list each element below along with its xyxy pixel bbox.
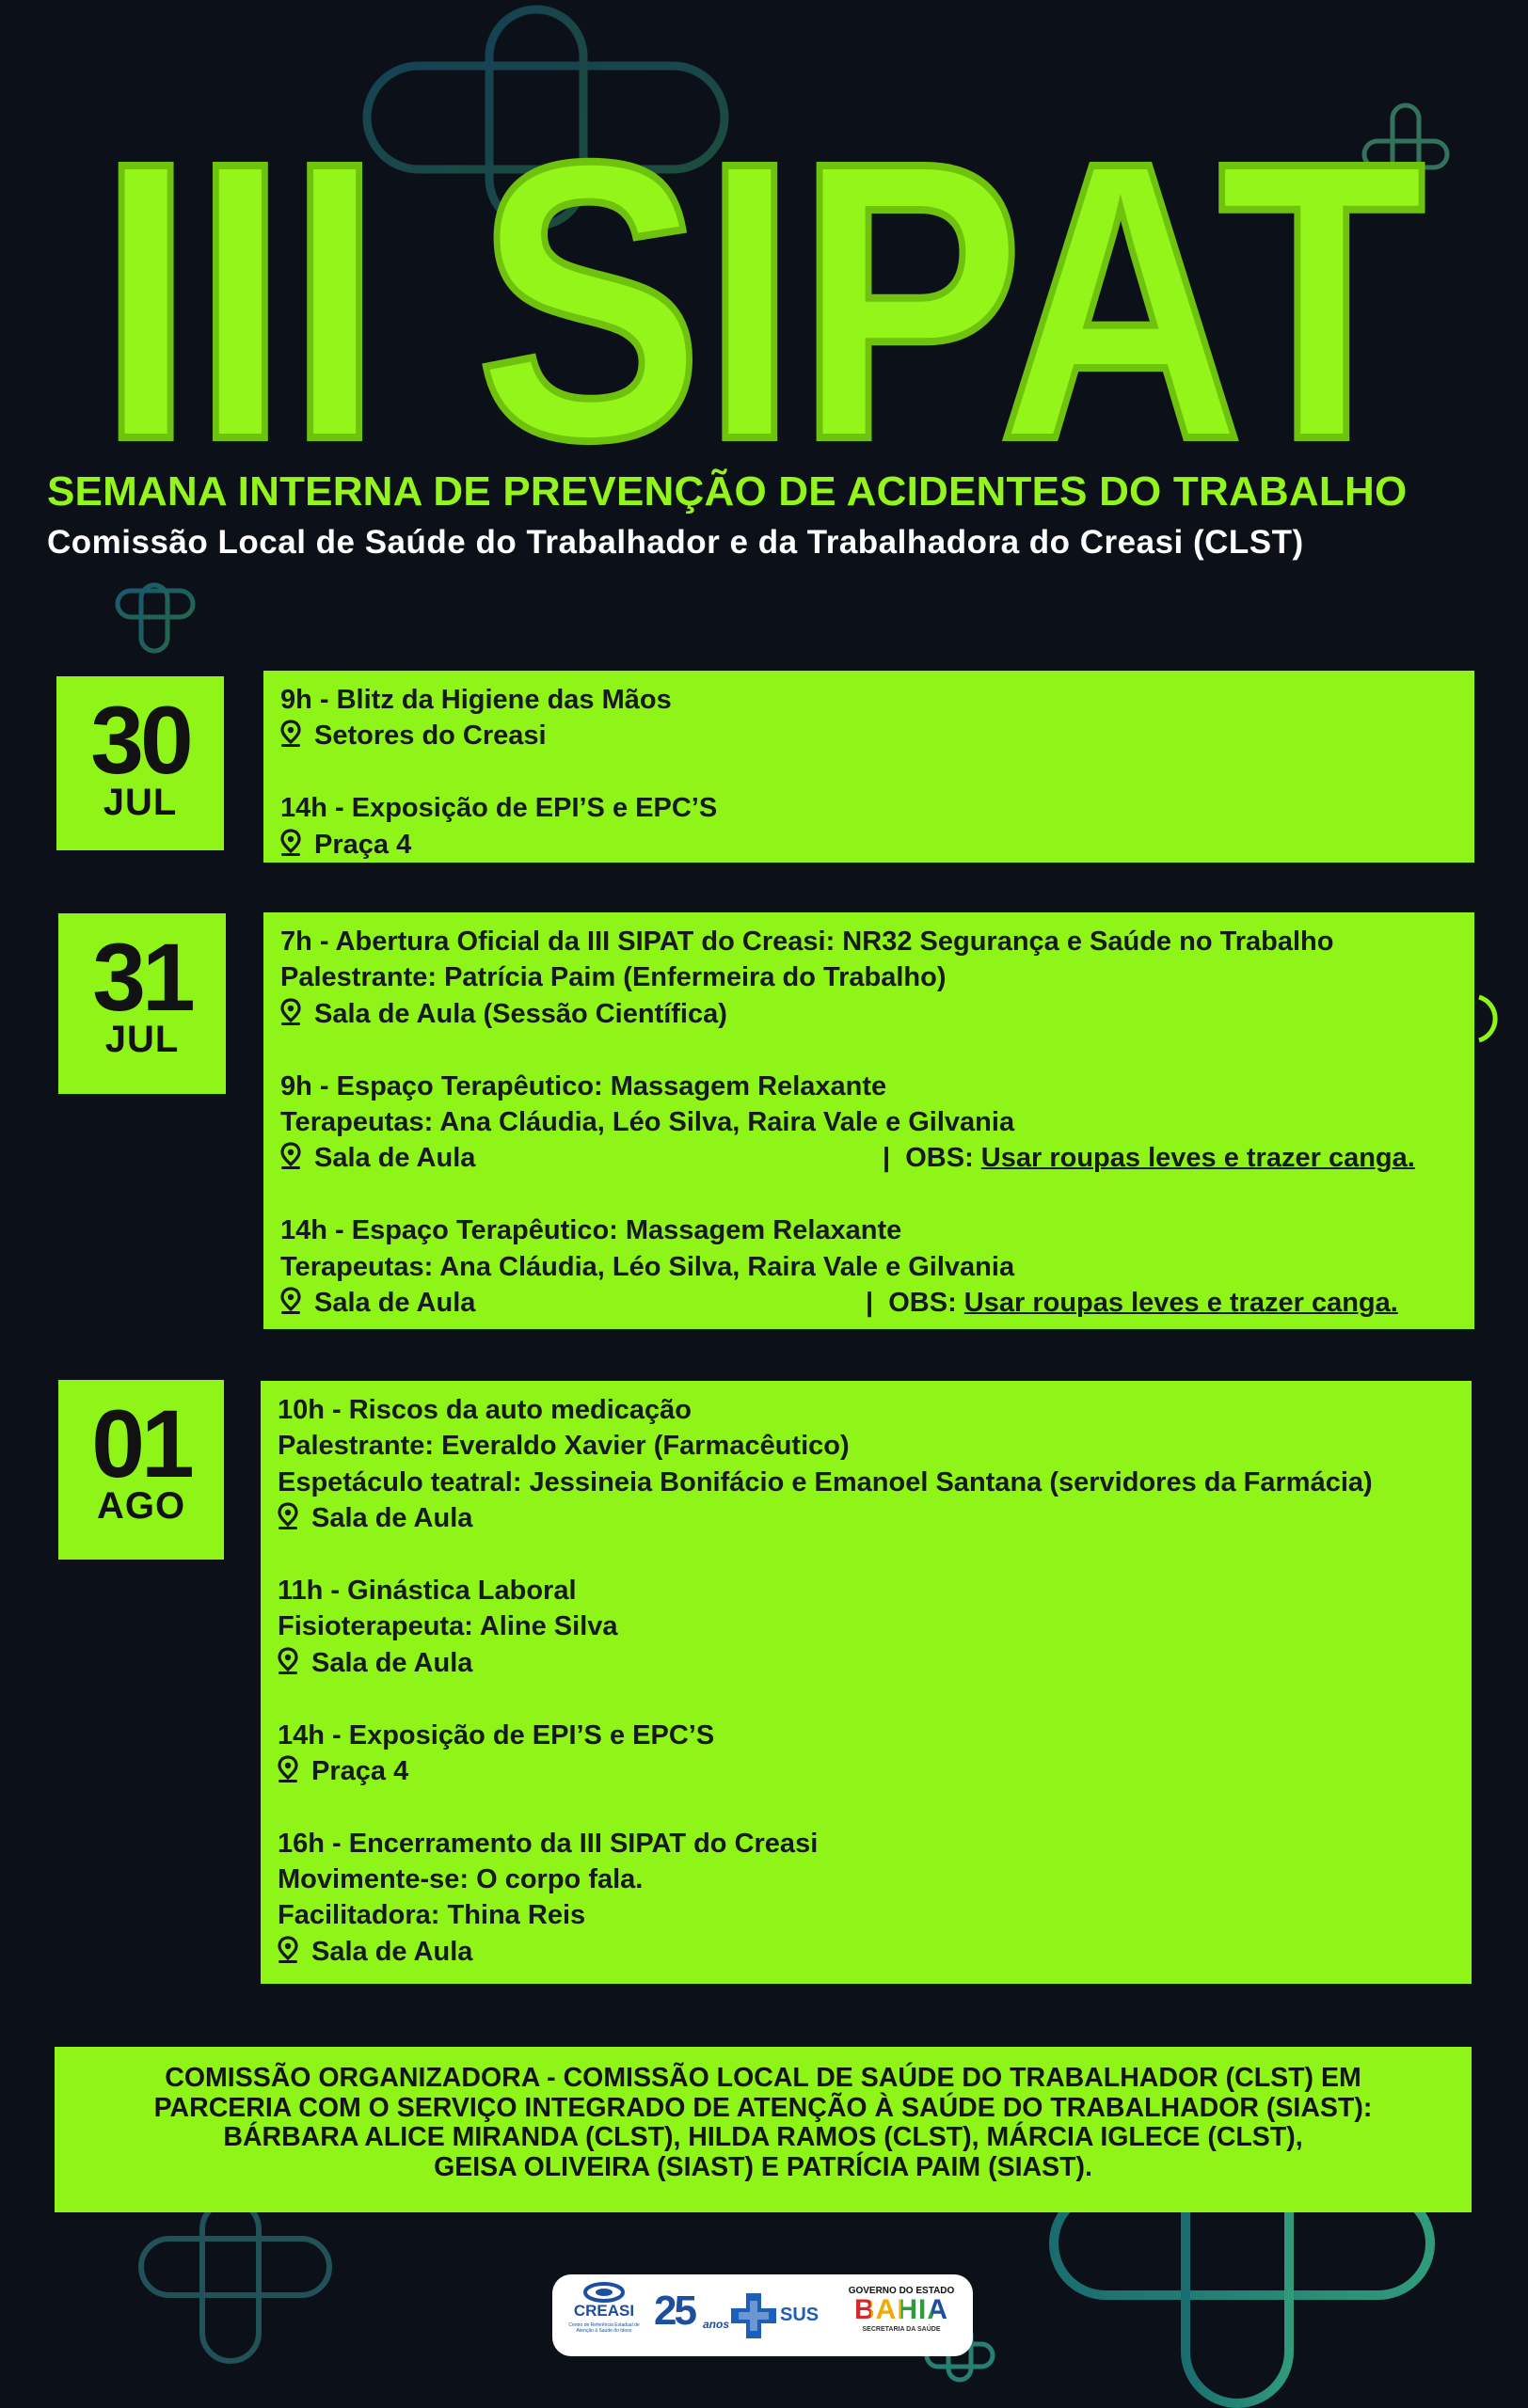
event-location bbox=[280, 996, 1457, 1032]
line-text: Setores do Creasi bbox=[314, 721, 547, 752]
line-text: Sala de Aula bbox=[314, 1287, 476, 1318]
event-line bbox=[278, 1608, 1455, 1644]
sus-cross-icon bbox=[729, 2291, 778, 2340]
event-title-text: III SIPAT bbox=[99, 132, 1425, 470]
line-text: Terapeutas: Ana Cláudia, Léo Silva, Raira Vale e Gilvania bbox=[280, 1251, 1015, 1282]
map-pin-icon bbox=[278, 1755, 298, 1783]
line-text: 9h - Blitz da Higiene das Mãos bbox=[280, 685, 672, 715]
line-text: 14h - Exposição de EPI’S e EPC’S bbox=[280, 793, 718, 824]
spacer bbox=[280, 1032, 1457, 1068]
line-text: Sala de Aula bbox=[314, 1143, 476, 1174]
line-text: 9h - Espaço Terapêutico: Massagem Relaxante bbox=[280, 1070, 887, 1101]
line-text: 11h - Ginástica Laboral bbox=[278, 1575, 577, 1606]
event-line bbox=[280, 790, 1457, 826]
map-pin-icon bbox=[280, 1142, 301, 1170]
line-text: Sala de Aula bbox=[311, 1936, 473, 1967]
spacer bbox=[280, 1177, 1457, 1212]
observation-note bbox=[883, 1140, 1415, 1176]
observation-text: Usar roupas leves e trazer canga. bbox=[980, 1143, 1415, 1174]
date-day: 01 bbox=[91, 1390, 191, 1497]
bahia-government-logo: GOVERNO DO ESTADO BAHIA SECRETARIA DA SAÚDE bbox=[840, 2286, 963, 2348]
event-location bbox=[280, 1140, 1457, 1176]
event-location bbox=[280, 827, 1457, 863]
event-line bbox=[278, 1861, 1455, 1897]
creasi-emblem-icon bbox=[583, 2282, 625, 2303]
map-pin-icon bbox=[280, 1287, 301, 1315]
event-line bbox=[280, 1104, 1457, 1140]
event-location bbox=[278, 1500, 1455, 1536]
line-text: 14h - Espaço Terapêutico: Massagem Relaxante bbox=[280, 1215, 902, 1246]
map-pin-icon bbox=[280, 720, 301, 748]
sus-logo: SUS bbox=[729, 2291, 833, 2338]
event-line bbox=[280, 1069, 1457, 1104]
event-line bbox=[278, 1897, 1455, 1933]
observation-note bbox=[866, 1285, 1398, 1321]
committee-line: COMISSÃO ORGANIZADORA - COMISSÃO LOCAL DE SAÚDE DO TRABALHADOR (CLST) EM bbox=[165, 2063, 1361, 2093]
event-line bbox=[278, 1826, 1455, 1861]
date-badge bbox=[56, 676, 224, 850]
line-text: Palestrante: Everaldo Xavier (Farmacêutico) bbox=[278, 1431, 850, 1462]
day-schedule-panel bbox=[263, 912, 1474, 1329]
event-line bbox=[278, 1392, 1455, 1428]
line-text: Sala de Aula (Sessão Científica) bbox=[314, 998, 727, 1029]
event-title bbox=[94, 132, 1430, 470]
event-line bbox=[278, 1573, 1455, 1608]
date-month: JUL bbox=[104, 1019, 180, 1060]
event-line bbox=[280, 1212, 1457, 1248]
observation-label: | OBS: bbox=[883, 1143, 981, 1174]
event-location bbox=[280, 1285, 1457, 1321]
line-text: Espetáculo teatral: Jessineia Bonifácio e Emanoel Santana (servidores da Farmácia) bbox=[278, 1466, 1373, 1497]
event-organizer-line: Comissão Local de Saúde do Trabalhador e da Trabalhadora do Creasi (CLST) bbox=[47, 524, 1304, 561]
committee-line: PARCERIA COM O SERVIÇO INTEGRADO DE ATENÇÃO À SAÚDE DO TRABALHADOR (SIAST): bbox=[153, 2092, 1373, 2123]
date-month: AGO bbox=[96, 1485, 186, 1527]
date-day: 30 bbox=[90, 687, 190, 794]
spacer bbox=[278, 1789, 1455, 1825]
date-badge bbox=[58, 913, 226, 1094]
day-schedule-panel bbox=[261, 1381, 1472, 1984]
date-badge bbox=[58, 1380, 224, 1560]
event-line bbox=[280, 682, 1457, 718]
organizing-committee bbox=[55, 2047, 1472, 2212]
line-text: Terapeutas: Ana Cláudia, Léo Silva, Raira Vale e Gilvania bbox=[280, 1106, 1015, 1137]
line-text: 7h - Abertura Oficial da III SIPAT do Creasi: NR32 Segurança e Saúde no Trabalho bbox=[280, 927, 1334, 957]
day-schedule-panel bbox=[263, 671, 1474, 863]
event-subtitle: SEMANA INTERNA DE PREVENÇÃO DE ACIDENTES DO TRABALHO bbox=[47, 468, 1408, 515]
creasi-logo: CREASI Centro de Referência Estadual de Atenção à Saúde do Idoso bbox=[565, 2282, 643, 2350]
line-text: 10h - Riscos da auto medicação bbox=[278, 1395, 692, 1425]
anniversary-logo: 25 anos bbox=[654, 2288, 730, 2334]
event-line bbox=[278, 1718, 1455, 1753]
event-location bbox=[278, 1753, 1455, 1789]
map-pin-icon bbox=[280, 829, 301, 857]
line-text: Sala de Aula bbox=[311, 1647, 473, 1678]
line-text: Praça 4 bbox=[311, 1755, 409, 1786]
partner-logos bbox=[552, 2274, 973, 2356]
committee-line: BÁRBARA ALICE MIRANDA (CLST), HILDA RAMOS (CLST), MÁRCIA IGLECE (CLST), bbox=[223, 2122, 1303, 2152]
spacer bbox=[280, 754, 1457, 790]
observation-label: | OBS: bbox=[866, 1287, 964, 1318]
event-location bbox=[278, 1645, 1455, 1681]
line-text: 14h - Exposição de EPI’S e EPC’S bbox=[278, 1719, 715, 1751]
committee-line: GEISA OLIVEIRA (SIAST) E PATRÍCIA PAIM (SIAST). bbox=[434, 2151, 1092, 2182]
line-text: Movimente-se: O corpo fala. bbox=[278, 1864, 644, 1895]
observation-text: Usar roupas leves e trazer canga. bbox=[963, 1287, 1398, 1318]
line-text: 16h - Encerramento da III SIPAT do Creasi bbox=[278, 1828, 819, 1859]
event-location bbox=[280, 718, 1457, 753]
event-location bbox=[278, 1934, 1455, 1970]
date-month: JUL bbox=[103, 782, 178, 823]
event-line bbox=[280, 959, 1457, 995]
line-text: Sala de Aula bbox=[311, 1503, 473, 1534]
event-line bbox=[278, 1465, 1455, 1500]
event-line bbox=[280, 924, 1457, 959]
event-line bbox=[278, 1428, 1455, 1464]
map-pin-icon bbox=[278, 1647, 298, 1675]
event-line bbox=[280, 1249, 1457, 1285]
map-pin-icon bbox=[280, 998, 301, 1026]
line-text: Fisioterapeuta: Aline Silva bbox=[278, 1611, 618, 1642]
spacer bbox=[278, 1681, 1455, 1717]
line-text: Palestrante: Patrícia Paim (Enfermeira do Trabalho) bbox=[280, 962, 947, 993]
line-text: Praça 4 bbox=[314, 829, 412, 860]
spacer bbox=[278, 1537, 1455, 1573]
map-pin-icon bbox=[278, 1502, 298, 1530]
line-text: Facilitadora: Thina Reis bbox=[278, 1900, 586, 1931]
date-day: 31 bbox=[92, 924, 192, 1031]
map-pin-icon bbox=[278, 1936, 298, 1964]
